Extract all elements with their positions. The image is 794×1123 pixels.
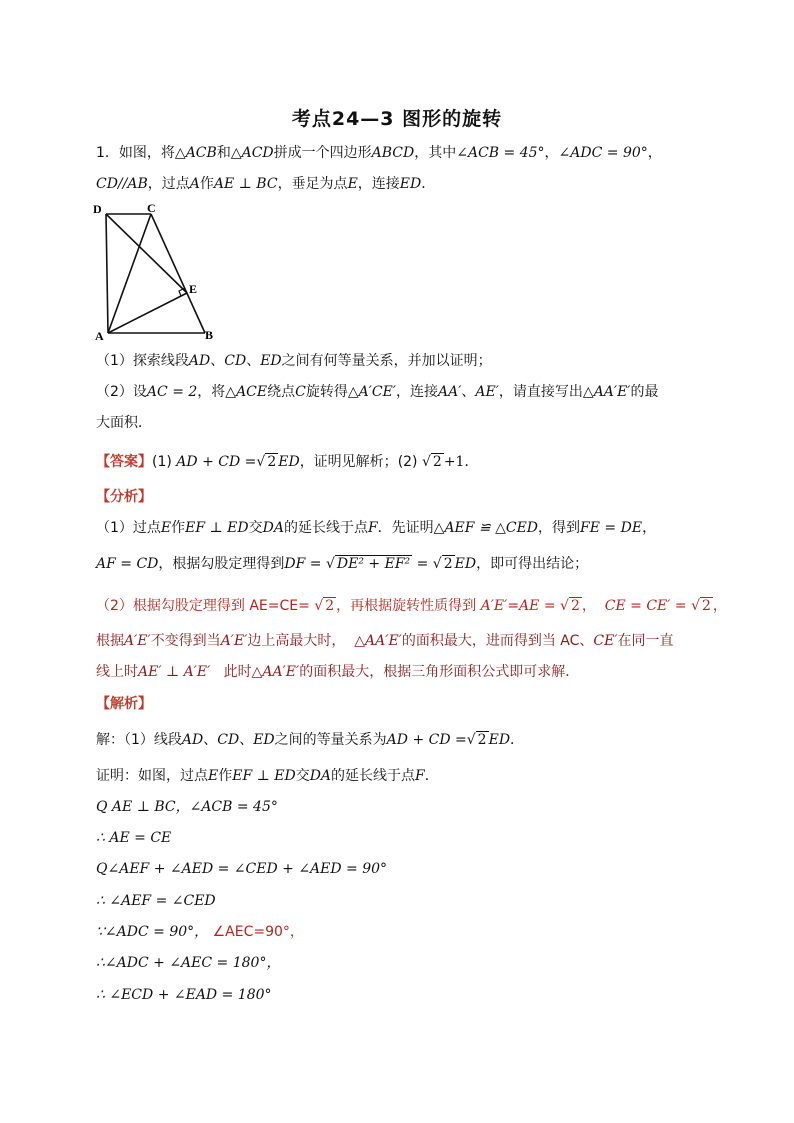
answer-line (96, 452, 478, 472)
math-expr: FE = DE (580, 520, 643, 536)
analysis-line-3 (96, 596, 727, 616)
segment-da (106, 214, 108, 333)
solution-text: 、 (203, 732, 218, 748)
q-text: 之间有何等量关系，并加以证明； (281, 353, 492, 369)
math-expr: +1 (443, 454, 465, 470)
analysis-text: 交 (248, 520, 263, 536)
analysis-text: 根据 (96, 633, 124, 649)
math-expr: E (347, 176, 358, 192)
page-title: 考点24—3 图形的旋转 (291, 108, 503, 130)
problem-text: 和 (216, 145, 231, 161)
analysis-text: ， (581, 598, 596, 614)
analysis-text: ， (712, 598, 727, 614)
label-c: C (147, 201, 156, 215)
analysis-line-5 (96, 662, 579, 682)
q-text: ，连接 (396, 384, 438, 400)
analysis-text: 在同一直 (617, 633, 674, 649)
math-expr: AD (188, 353, 211, 369)
solution-line-6: ∴ ∠AEF = ∠CED (96, 893, 216, 909)
label-a: A (95, 329, 104, 343)
math-expr: EF ⊥ ED (185, 520, 249, 536)
radical-sign: √ (314, 598, 324, 614)
radical-sign: √ (691, 598, 700, 614)
solution-tag-text: 【解析】 (96, 696, 152, 712)
label-b: B (205, 328, 214, 342)
problem-text: ， (647, 145, 662, 161)
analysis-text: 作 (171, 520, 186, 536)
sqrt-two: 2 (477, 732, 487, 748)
analysis-tag-text: 【分析】 (96, 489, 152, 505)
math-expr: △AA′E′ (582, 384, 631, 400)
math-expr: AD (181, 732, 204, 748)
analysis-text: ， (642, 520, 657, 536)
answer-text: (1) (152, 454, 172, 470)
math-expr: CD (224, 353, 247, 369)
q-text: 绕点 (267, 384, 296, 400)
answer-text: (2) (397, 454, 418, 470)
geometry-figure (90, 200, 225, 345)
analysis-text: 边上高最大时， (247, 633, 346, 649)
solution-text: 、 (239, 732, 254, 748)
problem-text: ，其中 (414, 145, 457, 161)
q-text: （2）设 (96, 384, 147, 400)
math-expr: △AA′E′ (251, 664, 300, 680)
label-e: E (189, 282, 198, 296)
analysis-line-2 (96, 554, 588, 574)
sqrt-two: 2 (267, 454, 277, 470)
analysis-text: ，根据勾股定理得到 (158, 556, 285, 572)
math-expr: F (415, 768, 425, 784)
sqrt-expr: DE² + EF² (336, 556, 411, 572)
radical-sign: √ (432, 556, 442, 572)
math-expr: CE = CE′ = (604, 598, 687, 614)
math-expr: △A′CE′ (347, 384, 396, 400)
math-expr: AD + CD = (386, 732, 467, 748)
solution-text: 证明：如图，过点 (96, 768, 208, 784)
sqrt-two: 2 (570, 598, 580, 614)
math-expr: △ACE (225, 384, 268, 400)
analysis-text: （1）过点 (96, 520, 161, 536)
math-expr: AD + CD = (176, 454, 257, 470)
math-expr: ED (399, 176, 422, 192)
analysis-text: ．先证明 (377, 520, 434, 536)
math-expr: DF = (284, 556, 322, 572)
analysis-text: （2）根据勾股定理得到 AE=CE= (96, 598, 310, 614)
solution-line-1 (96, 730, 524, 750)
problem-text: ，垂足为点 (277, 176, 348, 192)
q-text: ，将 (197, 384, 226, 400)
solution-line-7 (96, 922, 304, 942)
label-d: D (93, 202, 102, 216)
answer-text: ． (464, 454, 479, 470)
analysis-text: 线上时 (96, 664, 138, 680)
math-expr: △AEF ≌ △CED (433, 520, 539, 536)
problem-text: ，连接 (357, 176, 400, 192)
solution-line-2 (96, 766, 439, 786)
q-text: 、 (246, 353, 261, 369)
analysis-line-1 (96, 518, 656, 538)
math-expr: AA′ (438, 384, 462, 400)
segment-cb (151, 214, 205, 333)
analysis-line-4 (96, 631, 674, 651)
q-text: 的最 (630, 384, 659, 400)
problem-line-1 (96, 143, 662, 163)
problem-text: ． (421, 176, 436, 192)
math-expr: A′E′=AE = (480, 598, 556, 614)
math-expr: AF = CD (96, 556, 159, 572)
solution-text: 之间的等量关系为 (274, 732, 387, 748)
solution-text: 交 (295, 768, 310, 784)
q-text: 、 (461, 384, 476, 400)
solution-line-3: Q AE ⊥ BC，∠ACB = 45° (96, 799, 278, 815)
radical-sign: √ (466, 732, 476, 748)
analysis-text: 不变得到当 (150, 633, 221, 649)
math-expr: ABCD (371, 145, 415, 161)
analysis-text: 的面积最大，进而得到当 AC、 (401, 633, 594, 649)
math-expr: DA (262, 520, 284, 536)
solution-text: 作 (218, 768, 233, 784)
q-text: 大面积． (96, 415, 152, 431)
solution-line-5: Q∠AEF + ∠AED = ∠CED + ∠AED = 90° (96, 861, 388, 877)
solution-text: 的延长线于点 (331, 768, 416, 784)
solution-line-9: ∴ ∠ECD + ∠EAD = 180° (96, 987, 272, 1003)
math-expr: = (416, 556, 429, 572)
sqrt-two: 2 (325, 598, 335, 614)
problem-text: 1．如图，将 (96, 145, 175, 161)
math-expr: A′E′ (124, 633, 151, 649)
analysis-text: ，再根据旋转性质得到 (336, 598, 477, 614)
math-expr: DA (309, 768, 332, 784)
analysis-text: ，即可得出结论； (476, 556, 589, 572)
problem-text: ，过点 (147, 176, 190, 192)
question-2 (96, 382, 659, 402)
solution-text: 解：（1）线段 (96, 732, 182, 748)
math-expr: E (160, 520, 172, 536)
math-expr: △ACD (230, 145, 274, 161)
math-expr: CE′ (593, 633, 618, 649)
analysis-tag (96, 487, 152, 507)
problem-text: ， (544, 145, 559, 161)
solution-line-8: ∴∠ADC + ∠AEC = 180°， (96, 955, 281, 971)
math-expr: ED (278, 454, 300, 470)
analysis-text: ，得到 (538, 520, 581, 536)
solution-line-4: ∴ AE = CE (96, 830, 172, 846)
answer-tag: 【答案】 (96, 454, 152, 470)
solution-text: ． (424, 768, 439, 784)
radical-sign: √ (560, 598, 569, 614)
math-expr: EF ⊥ ED (232, 768, 296, 784)
q-text: ，请直接写出 (498, 384, 583, 400)
math-expr: C (295, 384, 306, 400)
math-expr: CD (217, 732, 240, 748)
math-expr: CD//AB (96, 176, 148, 192)
math-expr: ∠AEC=90°， (212, 924, 304, 940)
math-expr: AE′ (475, 384, 499, 400)
math-expr: AE′ ⊥ A′E′ (138, 664, 211, 680)
q-text: （1）探索线段 (96, 353, 189, 369)
analysis-text: 此时 (223, 664, 252, 680)
problem-text: 作 (199, 176, 214, 192)
analysis-text: 的面积最大，根据三角形面积公式即可求解． (299, 664, 580, 680)
math-expr: AE ⊥ BC (213, 176, 278, 192)
radical-sign: √ (325, 556, 335, 572)
math-expr: AC = 2 (146, 384, 198, 400)
math-expr: ED (488, 732, 511, 748)
solution-text: ． (510, 732, 525, 748)
math-expr: F (367, 520, 378, 536)
math-expr: A (189, 176, 200, 192)
math-expr: ∠ACB = 45° (456, 145, 545, 161)
math-expr: ∵∠ADC = 90°， (96, 924, 209, 940)
math-expr: ∠ADC = 90° (558, 145, 648, 161)
question-1 (96, 351, 492, 371)
q-text: 、 (210, 353, 225, 369)
math-expr: ED (454, 556, 477, 572)
radical-sign: √ (421, 454, 431, 470)
math-expr: A′E′ (220, 633, 248, 649)
answer-text: ，证明见解析； (299, 454, 398, 470)
q-text: 旋转得 (305, 384, 348, 400)
radical-sign: √ (256, 454, 266, 470)
math-expr: △AA′E′ (354, 633, 402, 649)
problem-line-2 (96, 174, 435, 194)
question-2-cont (96, 413, 152, 433)
math-expr: △ACB (174, 145, 217, 161)
math-expr: ED (260, 353, 282, 369)
problem-text: 拼成一个四边形 (273, 145, 372, 161)
analysis-text: 的延长线于点 (283, 520, 368, 536)
sqrt-two: 2 (443, 556, 453, 572)
sqrt-two: 2 (702, 598, 711, 614)
sqrt-two: 2 (432, 454, 442, 470)
math-expr: ED (253, 732, 275, 748)
math-expr: E (208, 768, 219, 784)
solution-tag (96, 694, 152, 714)
